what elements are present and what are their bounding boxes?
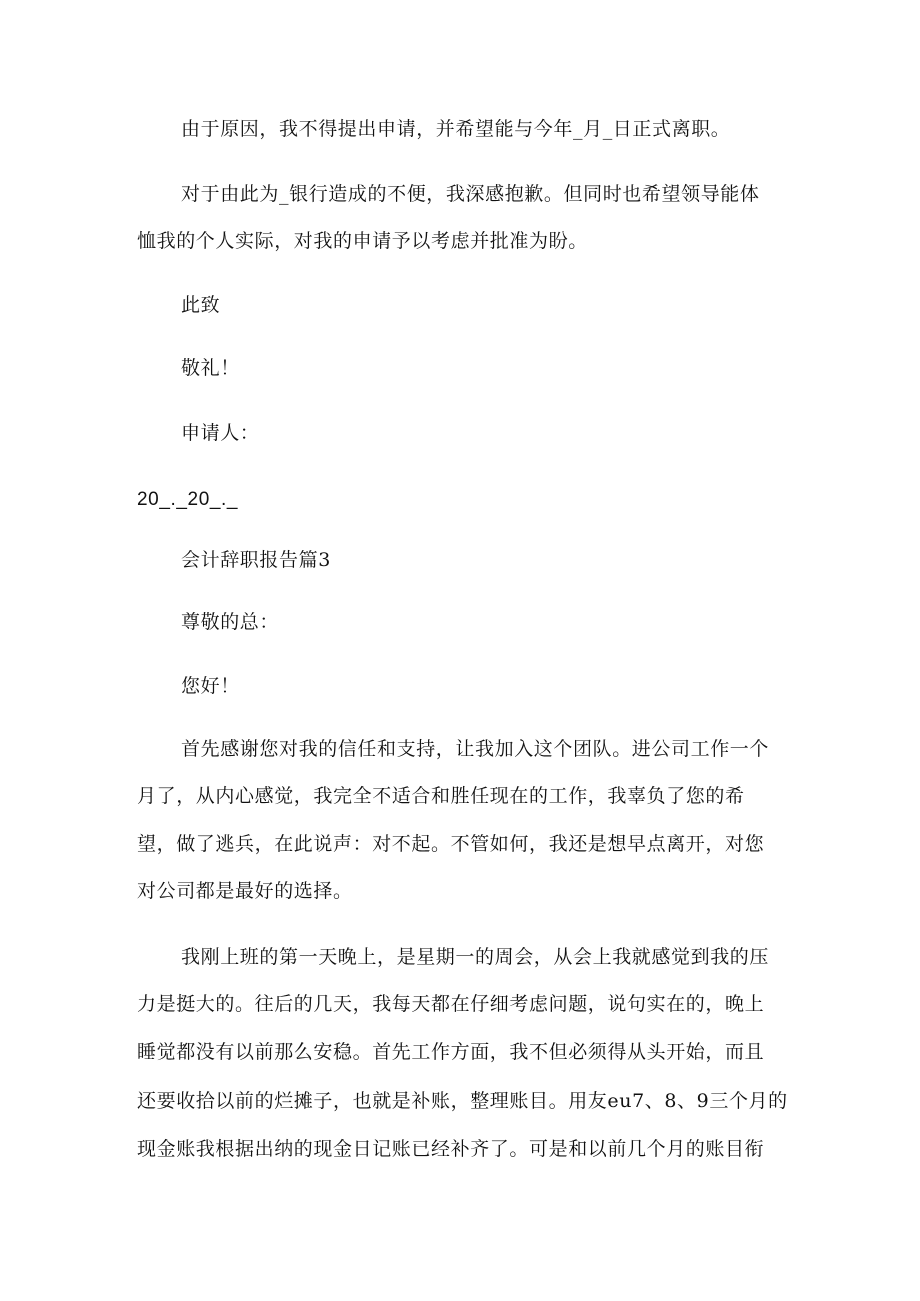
salutation: 尊敬的总： [181,611,280,633]
greeting: 您好！ [181,675,240,697]
paragraph-line: 首先感谢您对我的信任和支持，让我加入这个团队。进公司工作一个 [181,738,770,760]
section-heading: 会计辞职报告篇3 [181,549,331,571]
paragraph-line: 由于原因，我不得提出申请，并希望能与今年_月_日正式离职。 [181,118,731,140]
paragraph-line: 力是挺大的。往后的几天，我每天都在仔细考虑问题，说句实在的，晚上 [137,993,765,1015]
paragraph-line: 还要收拾以前的烂摊子，也就是补账，整理账目。用友eu7、8、9三个月的 [137,1090,788,1112]
paragraph-line: 我刚上班的第一天晚上，是星期一的周会，从会上我就感觉到我的压 [181,946,770,968]
applicant-label: 申请人： [181,422,260,444]
paragraph-line: 恤我的个人实际，对我的申请予以考虑并批准为盼。 [137,230,588,252]
closing-line: 此致 [181,294,221,316]
paragraph-line: 现金账我根据出纳的现金日记账已经补齐了。可是和以前几个月的账目衔 [137,1138,765,1160]
paragraph-line: 望，做了逃兵，在此说声：对不起。不管如何，我还是想早点离开，对您 [137,833,765,855]
paragraph-line: 月了，从内心感觉，我完全不适合和胜任现在的工作，我辜负了您的希 [137,785,745,807]
paragraph-line: 睡觉都没有以前那么安稳。首先工作方面，我不但必须得从头开始，而且 [137,1041,765,1063]
closing-line: 敬礼！ [181,357,240,379]
paragraph-line: 对公司都是最好的选择。 [137,880,353,902]
date-line: 20_._20_._ [137,489,239,510]
paragraph-line: 对于由此为_银行造成的不便，我深感抱歉。但同时也希望领导能体 [181,183,760,205]
